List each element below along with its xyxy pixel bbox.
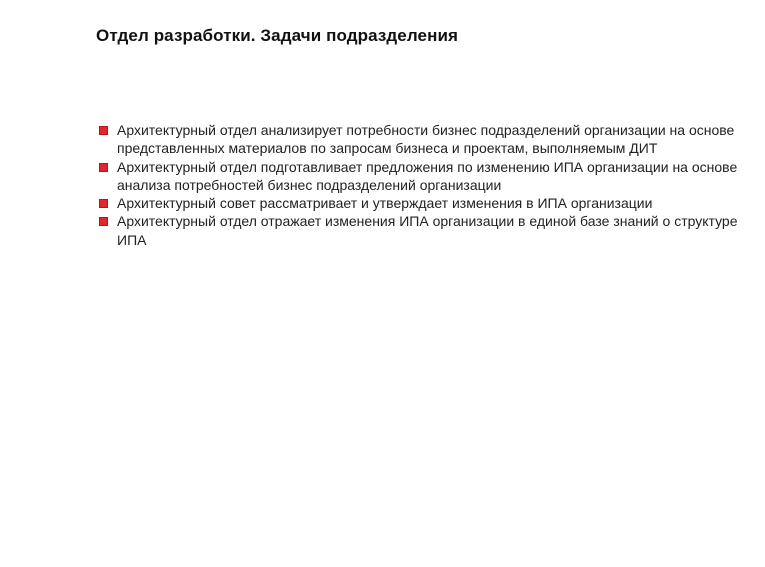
bullet-text-1: Архитектурный отдел анализирует потребности бизнес подразделений организации на основе представленных материалов по запросам бизнеса и проектам, выполняемым ДИТ [117,122,735,157]
bullet-item-2 [99,158,749,195]
square-bullet-icon [99,217,108,226]
bullet-text-3: Архитектурный совет рассматривает и утверждает изменения в ИПА организации [117,195,653,212]
square-bullet-icon [99,199,108,208]
bullet-text-2: Архитектурный отдел подготавливает предложения по изменению ИПА организации на основе анализа потребностей бизнес подразделений организации [117,158,738,193]
bullet-item-3 [99,194,749,212]
bullet-item-4 [99,212,749,249]
square-bullet-icon [99,126,108,135]
bullet-list [99,121,749,249]
square-bullet-icon [99,163,108,172]
bullet-text-4: Архитектурный отдел отражает изменения ИПА организации в единой базе знаний о структуре ИПА [117,213,738,248]
slide-title: Отдел разработки. Задачи подразделения [96,26,459,45]
bullet-item-1 [99,121,749,158]
